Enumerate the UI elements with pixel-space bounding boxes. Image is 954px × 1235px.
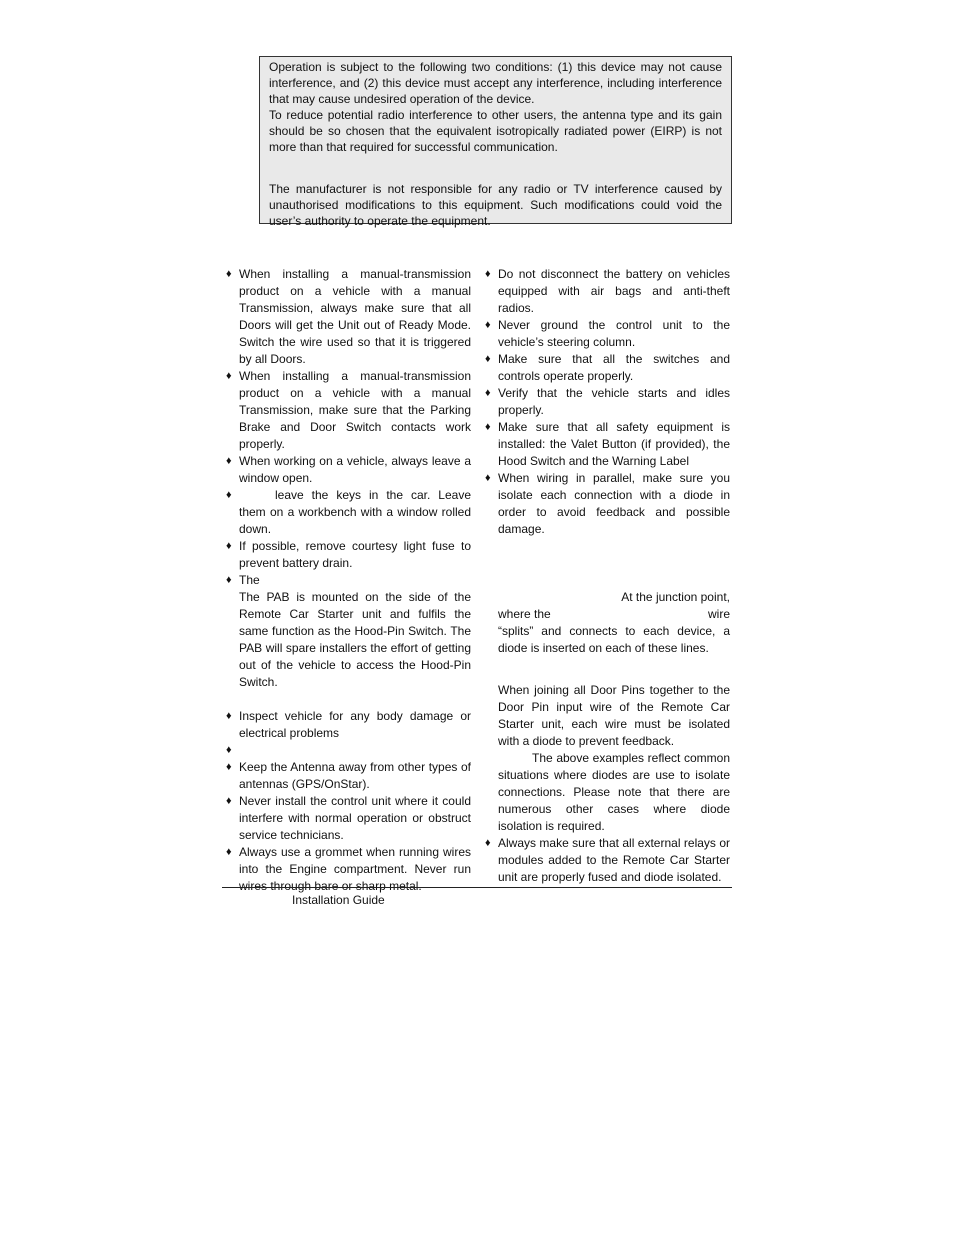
bullet-icon: ♦ (485, 268, 491, 280)
item-text: leave the keys in the car. Leave them on a workbench with a window rolled down. (239, 488, 471, 536)
item-text: When installing a manual-transmission product on a vehicle with a manual Transmission, always make sure that all Doors will get the Unit out of Ready Mode. Switch the wire used so that it is triggered by all Doors. (239, 267, 471, 366)
list-item (224, 793, 471, 844)
spacer (224, 691, 471, 708)
list-item (224, 572, 471, 589)
bullet-icon: ♦ (226, 846, 232, 858)
bullet-icon: ♦ (485, 319, 491, 331)
spacer (483, 657, 730, 682)
notice-manufacturer: The manufacturer is not responsible for any radio or TV interference caused by unauthorised modifications to this equipment. Such modifications could void the user’s authority to operate the equipment. (269, 182, 722, 228)
examples-paragraph (483, 750, 730, 835)
item-text: Never install the control unit where it could interfere with normal operation or obstruct service technicians. (239, 794, 471, 842)
list-item (224, 453, 471, 487)
bullet-icon: ♦ (226, 574, 232, 586)
bullet-icon: ♦ (226, 710, 232, 722)
notice-antenna: To reduce potential radio interference to other users, the antenna type and its gain should be so chosen that the equivalent isotropically radiated power (EIRP) is not more than that required for successful communication. (269, 108, 722, 154)
bullet-icon: ♦ (226, 761, 232, 773)
item-text: The (239, 573, 260, 587)
junction-line-2 (483, 606, 730, 623)
item-text: Never ground the control unit to the vehicle’s steering column. (498, 318, 730, 349)
item-text: Inspect vehicle for any body damage or electrical problems (239, 709, 471, 740)
list-item (483, 835, 730, 886)
footer-divider (222, 887, 732, 888)
junction-text-b: wire (707, 607, 730, 621)
bullet-icon: ♦ (485, 472, 491, 484)
item-text: Verify that the vehicle starts and idles properly. (498, 386, 730, 417)
list-item (483, 351, 730, 385)
left-column (224, 266, 471, 895)
footer-label: Installation Guide (292, 893, 385, 907)
item-text: When wiring in parallel, make sure you isolate each connection with a diode in order to avoid feedback and possible damage. (498, 471, 730, 536)
list-item (224, 266, 471, 368)
item-text: Do not disconnect the battery on vehicles equipped with air bags and anti-theft radios. (498, 267, 730, 315)
list-item (483, 385, 730, 419)
item-text: Keep the Antenna away from other types of antennas (GPS/OnStar). (239, 760, 471, 791)
item-text: If possible, remove courtesy light fuse to prevent battery drain. (239, 539, 471, 570)
item-text: When working on a vehicle, always leave a window open. (239, 454, 471, 485)
bullet-icon: ♦ (485, 837, 491, 849)
item-text: Always make sure that all external relays or modules added to the Remote Car Starter unit are properly fused and diode isolated. (498, 836, 730, 884)
bullet-icon: ♦ (226, 455, 232, 467)
list-item (483, 317, 730, 351)
bullet-icon: ♦ (226, 268, 232, 280)
list-item (224, 487, 471, 538)
list-item (224, 538, 471, 572)
item-text: Always use a grommet when running wires into the Engine compartment. Never run wires through bare or sharp metal. (239, 845, 471, 893)
examples-text: The above examples reflect common situations where diodes are use to isolate connections. Please note that there are numerous other cases where diode isolation is required. (498, 751, 730, 833)
bullet-icon: ♦ (226, 370, 232, 382)
list-item (483, 419, 730, 470)
bullet-icon: ♦ (226, 795, 232, 807)
item-text: Make sure that all the switches and controls operate properly. (498, 352, 730, 383)
notice-conditions: Operation is subject to the following two conditions: (1) this device may not cause interference, and (2) this device must accept any interference, including interference that may cause undesired operation of the device. (269, 60, 722, 106)
bullet-icon: ♦ (226, 540, 232, 552)
bullet-icon: ♦ (226, 489, 232, 501)
door-pin-paragraph: When joining all Door Pins together to the Door Pin input wire of the Remote Car Starter unit, each wire must be isolated with a diode to prevent feedback. (498, 683, 730, 748)
bullet-icon: ♦ (485, 421, 491, 433)
notice-gap (269, 155, 722, 181)
list-item (224, 742, 471, 759)
item-text: When installing a manual-transmission product on a vehicle with a manual Transmission, make sure that the Parking Brake and Door Switch contacts work properly. (239, 369, 471, 451)
right-column (483, 266, 730, 886)
regulatory-notice-box (259, 56, 732, 228)
spacer (483, 538, 730, 589)
list-item (224, 759, 471, 793)
list-item (224, 708, 471, 742)
junction-line-1: At the junction point, (621, 590, 730, 604)
item-text: Make sure that all safety equipment is installed: the Valet Button (if provided), the Hood Switch and the Warning Label (498, 420, 730, 468)
bullet-icon: ♦ (485, 387, 491, 399)
pab-paragraph: The PAB is mounted on the side of the Remote Car Starter unit and fulfils the same function as the Hood-Pin Switch. The PAB will spare installers the effort of getting out of the vehicle to access the Hood-Pin Switch. (239, 590, 471, 689)
list-item (483, 470, 730, 538)
bullet-icon: ♦ (485, 353, 491, 365)
junction-text-a: where the (498, 607, 551, 621)
list-item (483, 266, 730, 317)
bullet-icon: ♦ (226, 744, 232, 756)
list-item (224, 368, 471, 453)
junction-line-3: “splits” and connects to each device, a diode is inserted on each of these lines. (498, 624, 730, 655)
